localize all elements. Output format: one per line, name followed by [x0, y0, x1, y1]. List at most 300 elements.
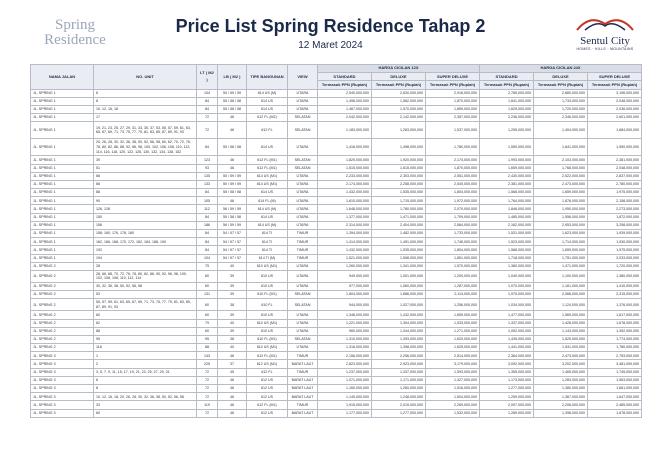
cell-standard-24: 2,162,000,000 [480, 221, 534, 229]
table-row [31, 205, 642, 213]
cell-unit-no: 90 [94, 197, 197, 205]
cell-deluxe-24: 1,950,000,000 [534, 205, 588, 213]
cell-unit-no: 8 [94, 97, 197, 105]
cell-standard-12: 1,377,000,000 [318, 213, 372, 221]
cell-deluxe-12: 1,044,000,000 [372, 327, 426, 335]
cell-lb: 50 / 59 / 59 [218, 180, 247, 188]
cell-deluxe-24: 1,768,000,000 [534, 164, 588, 172]
cell-view: UTARA [288, 327, 318, 335]
cell-standard-12: 2,823,000,000 [318, 360, 372, 368]
spring-residence-logo [30, 18, 120, 48]
cell-deluxe-12: 1,171,000,000 [372, 376, 426, 384]
cell-standard-12: 1,915,000,000 [318, 401, 372, 409]
cell-street: JL. SPRING 1 [31, 139, 94, 156]
cell-super-deluxe-24: 1,930,000,000 [588, 238, 642, 246]
cell-view: UTARA [288, 89, 318, 97]
cell-standard-24: 1,764,000,000 [480, 197, 534, 205]
cell-lt: 135 [197, 172, 218, 180]
cell-super-deluxe-24: 1,950,000,000 [588, 139, 642, 156]
cell-deluxe-12: 1,582,000,000 [372, 97, 426, 105]
cell-lb: 46 [218, 114, 247, 122]
table-row [31, 238, 642, 246]
cell-standard-24: 1,477,000,000 [480, 311, 534, 319]
cell-unit-no: 2 [94, 360, 197, 368]
cell-street: JL. SPRING 1 [31, 197, 94, 205]
cell-street: JL. SPRING 2 [31, 270, 94, 282]
cell-standard-24: 1,337,000,000 [480, 319, 534, 327]
cell-deluxe-12: 1,341,000,000 [372, 262, 426, 270]
cell-lt: 84 [197, 213, 218, 221]
cell-building-type: 612 US [247, 393, 288, 401]
cell-view: UTARA [288, 139, 318, 156]
header-tipe: TIPE BANGUNAN [247, 65, 288, 90]
cell-deluxe-12: 1,535,000,000 [372, 246, 426, 254]
cell-standard-12: 1,432,000,000 [318, 189, 372, 197]
cell-super-deluxe-24: 1,975,000,000 [588, 246, 642, 254]
cell-unit-no: 17 [94, 114, 197, 122]
cell-super-deluxe-24: 2,837,000,000 [588, 172, 642, 180]
cell-deluxe-24: 1,525,000,000 [534, 335, 588, 343]
cell-super-deluxe-12: 1,870,000,000 [426, 97, 480, 105]
cell-super-deluxe-24: 2,780,000,000 [588, 180, 642, 188]
cell-deluxe-12: 2,015,000,000 [372, 401, 426, 409]
cell-unit-no: 8 [94, 385, 197, 393]
cell-super-deluxe-24: 1,780,000,000 [588, 344, 642, 352]
cell-view: UTARA [288, 197, 318, 205]
cell-unit-no: 126, 128 [94, 205, 197, 213]
cell-deluxe-12: 1,491,000,000 [372, 238, 426, 246]
cell-lb: 40 [218, 319, 247, 327]
table-row [31, 376, 642, 384]
cell-deluxe-24: 2,473,000,000 [534, 180, 588, 188]
cell-lt: 60 [197, 311, 218, 319]
cell-super-deluxe-24: 2,381,000,000 [588, 156, 642, 164]
cell-view: UTARA [288, 311, 318, 319]
cell-unit-no: 88 [94, 189, 197, 197]
cell-deluxe-24: 1,283,000,000 [534, 376, 588, 384]
cell-view: UTARA [288, 213, 318, 221]
cell-lt: 119 [197, 401, 218, 409]
header-no-unit: NO. UNIT [94, 65, 197, 90]
cell-super-deluxe-24: 2,048,000,000 [588, 97, 642, 105]
cell-standard-12: 949,000,000 [318, 270, 372, 282]
table-row [31, 246, 642, 254]
cell-super-deluxe-12: 1,733,000,000 [426, 230, 480, 238]
cell-view: SELATAN [288, 114, 318, 122]
cell-street: JL. SPRING 2 [31, 282, 94, 290]
cell-standard-12: 1,348,000,000 [318, 311, 372, 319]
table-row [31, 221, 642, 229]
cell-deluxe-24: 2,880,000,000 [534, 89, 588, 97]
cell-super-deluxe-12: 1,516,000,000 [426, 385, 480, 393]
cell-standard-12: 1,515,000,000 [318, 164, 372, 172]
price-date: 12 Maret 2024 [298, 40, 363, 51]
cell-building-type: 612 FL (M2) [247, 114, 288, 122]
cell-building-type: 614 US (M) [247, 89, 288, 97]
cell-view: UTARA [288, 221, 318, 229]
cell-super-deluxe-12: 1,200,000,000 [426, 270, 480, 282]
cell-unit-no: 6 [94, 376, 197, 384]
cell-deluxe-12: 1,615,000,000 [372, 164, 426, 172]
cell-street: JL. SPRING 1 [31, 238, 94, 246]
cell-building-type: 610 US (M1) [247, 319, 288, 327]
cell-deluxe-24: 1,465,000,000 [534, 368, 588, 376]
title-block [150, 16, 511, 51]
cell-building-type: 614 TI (M) [247, 254, 288, 262]
cell-super-deluxe-24: 1,939,000,000 [588, 230, 642, 238]
cell-super-deluxe-12: 3,179,000,000 [426, 360, 480, 368]
cell-deluxe-24: 2,953,000,000 [534, 221, 588, 229]
cell-building-type: 610 FL (M1) [247, 291, 288, 299]
cell-lt: 84 [197, 246, 218, 254]
cell-super-deluxe-24: 2,273,000,000 [588, 205, 642, 213]
cell-building-type: 612 US [247, 409, 288, 417]
cell-view: SELATAN [288, 122, 318, 139]
cell-street: JL. SPRING 3 [31, 401, 94, 409]
header-ppn: Termasuk PPN (Rupiah) [318, 81, 372, 89]
cell-standard-24: 1,052,000,000 [480, 327, 534, 335]
cell-lb: 54 / 57 / 57 [218, 246, 247, 254]
table-row [31, 393, 642, 401]
cell-standard-12: 1,496,000,000 [318, 97, 372, 105]
cell-super-deluxe-24: 1,678,000,000 [588, 319, 642, 327]
table-row [31, 352, 642, 360]
cell-lb: 46 [218, 164, 247, 172]
cell-standard-12: 1,432,000,000 [318, 246, 372, 254]
cell-view: BARAT LAUT [288, 409, 318, 417]
cell-lt: 84 [197, 139, 218, 156]
cell-building-type: 614 TI [247, 238, 288, 246]
cell-view: UTARA [288, 172, 318, 180]
cell-deluxe-24: 1,659,000,000 [534, 189, 588, 197]
cell-standard-12: 1,177,000,000 [318, 409, 372, 417]
cell-standard-24: 2,430,000,000 [480, 172, 534, 180]
cell-view: UTARA [288, 262, 318, 270]
cell-deluxe-24: 1,124,000,000 [534, 299, 588, 311]
cell-standard-12: 2,174,000,000 [318, 180, 372, 188]
cell-standard-24: 1,550,000,000 [480, 139, 534, 156]
cell-lb: 46 [218, 393, 247, 401]
cell-super-deluxe-24: 1,817,000,000 [588, 311, 642, 319]
cell-standard-12: 960,000,000 [318, 327, 372, 335]
cell-street: JL. SPRING 2 [31, 319, 94, 327]
cell-super-deluxe-24: 1,975,000,000 [588, 189, 642, 197]
header-lb: LB ( M2 ) [218, 65, 247, 90]
cell-building-type: 612 FL (M1) [247, 352, 288, 360]
table-row [31, 105, 642, 113]
cell-deluxe-24: 1,751,000,000 [534, 254, 588, 262]
cell-street: JL. SPRING 1 [31, 205, 94, 213]
cell-standard-12: 1,648,000,000 [318, 205, 372, 213]
cell-standard-24: 1,295,000,000 [480, 122, 534, 139]
cell-street: JL. SPRING 1 [31, 97, 94, 105]
cell-building-type: 614 US (M) [247, 221, 288, 229]
cell-standard-12: 1,414,000,000 [318, 238, 372, 246]
cell-building-type: 614 TI [247, 246, 288, 254]
header-ppn: Termasuk PPN (Rupiah) [588, 81, 642, 89]
cell-lt: 72 [197, 376, 218, 384]
cell-view: UTARA [288, 105, 318, 113]
cell-deluxe-24: 1,714,000,000 [534, 238, 588, 246]
cell-lb: 39 [218, 270, 247, 282]
cell-lt: 72 [197, 385, 218, 393]
cell-street: JL. SPRING 1 [31, 164, 94, 172]
price-table [30, 64, 642, 418]
cell-standard-24: 1,485,000,000 [480, 213, 534, 221]
cell-building-type: 614 US (M) [247, 205, 288, 213]
cell-super-deluxe-24: 1,678,000,000 [588, 409, 642, 417]
cell-super-deluxe-12: 2,114,000,000 [426, 291, 480, 299]
cell-unit-no: 55, 57, 59, 61, 63, 65, 67, 69, 71, 73, 75, 77, 79, 81, 83, 85, 87, 89, 91, 93 [94, 299, 197, 311]
cell-unit-no: 53 [94, 291, 197, 299]
cell-standard-24: 3,092,000,000 [480, 360, 534, 368]
cell-deluxe-12: 1,715,000,000 [372, 197, 426, 205]
cell-lb: 46 [218, 352, 247, 360]
table-row [31, 270, 642, 282]
cell-standard-12: 1,521,000,000 [318, 254, 372, 262]
cell-lt: 186 [197, 221, 218, 229]
cell-deluxe-24: 1,878,000,000 [534, 197, 588, 205]
cell-unit-no: 162, 166, 168, 170, 172, 182, 184, 188, 190 [94, 238, 197, 246]
header-standard-24: STANDARD [480, 73, 534, 81]
cell-deluxe-24: 2,206,000,000 [534, 401, 588, 409]
cell-super-deluxe-24: 2,753,000,000 [588, 352, 642, 360]
logo-line2: Residence [44, 32, 106, 48]
cell-super-deluxe-12: 1,504,000,000 [426, 393, 480, 401]
cell-super-deluxe-12: 1,625,000,000 [426, 344, 480, 352]
cell-unit-no: 95 [94, 335, 197, 343]
cell-lb: 55 / 58 / 58 [218, 97, 247, 105]
cell-standard-24: 1,629,000,000 [480, 105, 534, 113]
cell-standard-24: 1,718,000,000 [480, 254, 534, 262]
cell-unit-no: 62 [94, 319, 197, 327]
table-row [31, 299, 642, 311]
cell-super-deluxe-24: 3,258,000,000 [588, 221, 642, 229]
cell-lb: 54 / 57 / 57 [218, 230, 247, 238]
cell-view: TIMUR [288, 238, 318, 246]
table-row [31, 368, 642, 376]
cell-deluxe-24: 2,103,000,000 [534, 156, 588, 164]
cell-super-deluxe-12: 1,804,000,000 [426, 189, 480, 197]
cell-view: TIMUR [288, 254, 318, 262]
cell-deluxe-12: 1,283,000,000 [372, 122, 426, 139]
cell-lb: 55 / 58 / 58 [218, 139, 247, 156]
cell-standard-12: 1,394,000,000 [318, 230, 372, 238]
cell-deluxe-12: 2,923,000,000 [372, 360, 426, 368]
cell-lt: 72 [197, 368, 218, 376]
cell-standard-12: 1,160,000,000 [318, 385, 372, 393]
cell-lt: 60 [197, 327, 218, 335]
cell-standard-24: 1,659,000,000 [480, 164, 534, 172]
cell-street: JL. SPRING 3 [31, 385, 94, 393]
cell-super-deluxe-12: 1,256,000,000 [426, 299, 480, 311]
cell-deluxe-24: 1,733,000,000 [534, 97, 588, 105]
header-lt: LT ( M2 ) [197, 65, 218, 90]
cell-deluxe-24: 1,398,000,000 [534, 409, 588, 417]
cell-super-deluxe-12: 2,551,000,000 [426, 172, 480, 180]
cell-deluxe-24: 1,367,000,000 [534, 393, 588, 401]
table-row [31, 172, 642, 180]
cell-view: TIMUR [288, 352, 318, 360]
cell-super-deluxe-24: 1,745,000,000 [588, 368, 642, 376]
cell-deluxe-12: 2,630,000,000 [372, 89, 426, 97]
cell-deluxe-12: 1,393,000,000 [372, 335, 426, 343]
cell-view: BARAT LAUT [288, 376, 318, 384]
cell-standard-12: 1,071,000,000 [318, 376, 372, 384]
cell-super-deluxe-24: 1,872,000,000 [588, 213, 642, 221]
cell-unit-no: 88 [94, 327, 197, 335]
header-super-deluxe-12: SUPER DELUXE [426, 73, 480, 81]
cell-building-type: 614 US [247, 139, 288, 156]
cell-standard-12: 1,316,000,000 [318, 344, 372, 352]
header-ppn: Termasuk PPN (Rupiah) [426, 81, 480, 89]
cell-lt: 75 [197, 262, 218, 270]
cell-view: TIMUR [288, 246, 318, 254]
cell-standard-12: 1,149,000,000 [318, 393, 372, 401]
cell-lb: 46 [218, 385, 247, 393]
cell-lt: 131 [197, 291, 218, 299]
cell-building-type: 614 US (M1) [247, 180, 288, 188]
cell-lb: 38 [218, 335, 247, 343]
header-deluxe-24: DELUXE [534, 73, 588, 81]
cell-lt: 104 [197, 89, 218, 97]
cell-standard-24: 1,523,000,000 [480, 238, 534, 246]
cell-lt: 72 [197, 409, 218, 417]
cell-deluxe-24: 1,556,000,000 [534, 213, 588, 221]
cell-standard-24: 1,641,000,000 [480, 97, 534, 105]
cell-super-deluxe-12: 2,174,000,000 [426, 156, 480, 164]
cell-unit-no: 51 [94, 164, 197, 172]
cell-lb: 55 / 58 / 58 [218, 105, 247, 113]
cell-lt: 72 [197, 122, 218, 139]
table-row [31, 262, 642, 270]
header-cicilan-24: HARGA CICILAN 24X [480, 65, 642, 73]
table-row [31, 311, 642, 319]
cell-lb: 56 / 59 / 59 [218, 205, 247, 213]
cell-deluxe-12: 1,304,000,000 [372, 319, 426, 327]
cell-standard-12: 1,183,000,000 [318, 122, 372, 139]
brand-tagline: HOMES · HILLS · MOUNTAINS [576, 47, 634, 51]
cell-super-deluxe-24: 2,033,000,000 [588, 254, 642, 262]
cell-deluxe-12: 1,570,000,000 [372, 105, 426, 113]
cell-deluxe-24: 1,404,000,000 [534, 122, 588, 139]
header-view: VIEW [288, 65, 318, 90]
cell-standard-24: 1,975,000,000 [480, 291, 534, 299]
cell-deluxe-12: 1,598,000,000 [372, 254, 426, 262]
cell-street: JL. SPRING 3 [31, 360, 94, 368]
cell-view: UTARA [288, 282, 318, 290]
cell-view: UTARA [288, 270, 318, 282]
cell-deluxe-12: 1,471,000,000 [372, 213, 426, 221]
cell-deluxe-12: 1,027,000,000 [372, 299, 426, 311]
cell-street: JL. SPRING 1 [31, 105, 94, 113]
cell-lb: 56 / 59 / 59 [218, 221, 247, 229]
cell-lt: 84 [197, 230, 218, 238]
cell-street: JL. SPRING 1 [31, 213, 94, 221]
cell-lb: 46 [218, 122, 247, 139]
cell-super-deluxe-12: 1,593,000,000 [426, 368, 480, 376]
cell-lt: 60 [197, 299, 218, 311]
cell-street: JL. SPRING 2 [31, 327, 94, 335]
cell-lt: 60 [197, 282, 218, 290]
cell-lb: 54 / 57 / 57 [218, 254, 247, 262]
cell-super-deluxe-24: 1,720,000,000 [588, 262, 642, 270]
cell-standard-24: 1,289,000,000 [480, 409, 534, 417]
cell-deluxe-24: 1,471,000,000 [534, 262, 588, 270]
cell-street: JL. SPRING 2 [31, 291, 94, 299]
cell-deluxe-24: 1,531,000,000 [534, 344, 588, 352]
cell-street: JL. SPRING 3 [31, 376, 94, 384]
cell-unit-no: 10, 12, 16, 18, 20, 26, 28, 30, 32, 36, 38, 50, 52, 56, 58 [94, 393, 197, 401]
cell-lb: 45 [218, 368, 247, 376]
cell-lb: 46 [218, 401, 247, 409]
cell-street: JL. SPRING 1 [31, 156, 94, 164]
cell-deluxe-24: 1,161,000,000 [534, 282, 588, 290]
cell-super-deluxe-12: 1,537,000,000 [426, 122, 480, 139]
cell-building-type: 614 US [247, 189, 288, 197]
cell-lt: 93 [197, 164, 218, 172]
cell-deluxe-24: 1,720,000,000 [534, 105, 588, 113]
cell-super-deluxe-24: 1,376,000,000 [588, 299, 642, 311]
cell-lb: 55 / 58 / 58 [218, 213, 247, 221]
cell-unit-no: 39 [94, 156, 197, 164]
cell-standard-24: 1,568,000,000 [480, 246, 534, 254]
cell-super-deluxe-24: 3,481,000,000 [588, 360, 642, 368]
cell-lt: 123 [197, 156, 218, 164]
cell-view: TIMUR [288, 230, 318, 238]
cell-unit-no: 192 [94, 246, 197, 254]
sentul-city-logo [560, 12, 650, 51]
table-row [31, 89, 642, 97]
cell-standard-12: 1,820,000,000 [318, 156, 372, 164]
cell-deluxe-12: 1,535,000,000 [372, 189, 426, 197]
cell-street: JL. SPRING 2 [31, 344, 94, 352]
cell-unit-no: 150 [94, 213, 197, 221]
cell-standard-12: 944,000,000 [318, 299, 372, 311]
cell-standard-24: 1,173,000,000 [480, 376, 534, 384]
cell-deluxe-24: 2,522,000,000 [534, 172, 588, 180]
cell-deluxe-12: 1,060,000,000 [372, 282, 426, 290]
cell-building-type: 610 US (M1) [247, 344, 288, 352]
cell-standard-12: 2,042,000,000 [318, 114, 372, 122]
cell-deluxe-12: 1,337,000,000 [372, 368, 426, 376]
cell-street: JL. SPRING 2 [31, 262, 94, 270]
cell-street: JL. SPRING 2 [31, 311, 94, 319]
cell-deluxe-12: 1,248,000,000 [372, 393, 426, 401]
header-standard-12: STANDARD [318, 73, 372, 81]
cell-lb: 38 [218, 299, 247, 311]
cell-lb: 39 [218, 282, 247, 290]
cell-view: UTARA [288, 189, 318, 197]
cell-super-deluxe-12: 1,804,000,000 [426, 246, 480, 254]
cell-deluxe-12: 1,780,000,000 [372, 205, 426, 213]
cell-deluxe-24: 1,623,000,000 [534, 230, 588, 238]
cell-standard-12: 1,260,000,000 [318, 262, 372, 270]
cell-building-type: 614 US [247, 213, 288, 221]
cell-lb: 50 / 59 / 59 [218, 172, 247, 180]
cell-super-deluxe-12: 1,709,000,000 [426, 213, 480, 221]
cell-lt: 104 [197, 254, 218, 262]
cell-building-type: 612 FL (M1) [247, 401, 288, 409]
cell-lt: 95 [197, 335, 218, 343]
cell-street: JL. SPRING 1 [31, 254, 94, 262]
header-super-deluxe-24: SUPER DELUXE [588, 73, 642, 81]
cell-street: JL. SPRING 2 [31, 335, 94, 343]
cell-unit-no: 28 [94, 262, 197, 270]
cell-lt: 133 [197, 180, 218, 188]
table-row [31, 139, 642, 156]
cell-deluxe-12: 1,498,000,000 [372, 139, 426, 156]
